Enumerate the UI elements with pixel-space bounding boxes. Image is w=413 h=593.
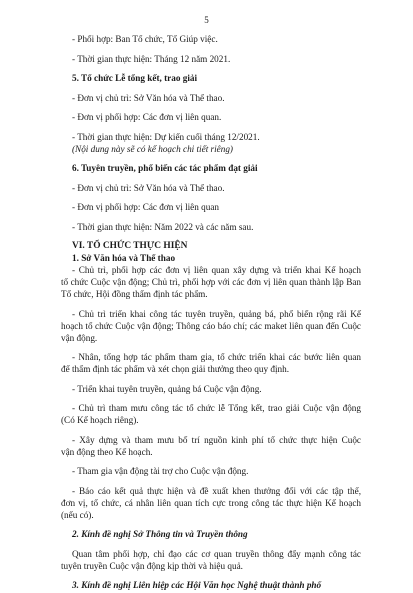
text-line: - Đơn vị chủ trì: Sở Văn hóa và Thể thao. xyxy=(72,182,225,193)
text-line: tuyên truyền Cuộc vận động kịp thời và hiệu quả. xyxy=(61,560,243,571)
text-line: - Thời gian thực hiện: Tháng 12 năm 2021. xyxy=(72,53,231,64)
text-line: hoạch tổ chức Cuộc vận động; Thông cáo báo chí; các maket liên quan đến Cuộc xyxy=(61,320,361,331)
text-line: - Chủ trì triển khai công tác tuyên truyền, quảng bá, phổ biến rộng rãi Kế xyxy=(72,308,361,319)
text-line: vận động. xyxy=(61,332,98,343)
text-line: - Báo cáo kết quả thực hiện và đề xuất khen thưởng đối với các tập thể, xyxy=(72,485,361,496)
text-line: tổ chức Cuộc vận động; Chủ trì, phối hợp với các đơn vị liên quan thành lập Ban xyxy=(61,277,361,287)
text-line: 5. Tổ chức Lễ tổng kết, trao giải xyxy=(72,73,198,83)
text-line: - Chủ trì tham mưu công tác tổ chức lễ Tổng kết, trao giải Cuộc vận động xyxy=(72,403,361,413)
document-body xyxy=(61,33,361,591)
text-line: đơn vị, tổ chức, cá nhân liên quan tích cực trong công tác thực hiện Kế hoạch xyxy=(61,497,361,508)
text-line: 3. Kính đề nghị Liên hiệp các Hội Văn học Nghệ thuật thành phố xyxy=(72,580,322,590)
text-line: - Đơn vị chủ trì: Sở Văn hóa và Thể thao. xyxy=(72,92,225,103)
text-line: Tổ chức, Hội đồng thẩm định tác phẩm. xyxy=(61,289,208,299)
text-line: - Đơn vị phối hợp: Các đơn vị liên quan xyxy=(72,202,220,212)
text-line: - Chủ trì, phối hợp các đơn vị liên quan xây dựng và triển khai Kế hoạch xyxy=(72,265,361,275)
page-number: 5 xyxy=(204,15,209,25)
text-line: - Thời gian thực hiện: Dự kiến cuối tháng 12/2021. xyxy=(72,131,260,142)
text-line: 2. Kính đề nghị Sở Thông tin và Truyền thông xyxy=(72,529,248,539)
text-line: - Nhân, tổng hợp tác phẩm tham gia, tổ chức triển khai các bước liên quan xyxy=(72,352,361,362)
text-line: (nếu có). xyxy=(61,509,94,520)
text-line: - Đơn vị phối hợp: Các đơn vị liên quan. xyxy=(72,112,222,122)
text-line: 6. Tuyên truyền, phổ biến các tác phẩm đạt giải xyxy=(72,163,258,173)
text-line: Quan tâm phối hợp, chỉ đạo các cơ quan truyền thông đẩy mạnh công tác xyxy=(72,548,361,559)
text-line: (Có Kế hoạch riêng). xyxy=(61,415,139,425)
text-line: - Triển khai tuyên truyền, quảng bá Cuộc vận động. xyxy=(72,383,262,394)
text-line: - Tham gia vận động tài trợ cho Cuộc vận động. xyxy=(72,466,249,476)
text-line: - Phối hợp: Ban Tổ chức, Tổ Giúp việc. xyxy=(72,34,218,44)
text-line: (Nội dung này sẽ có kế hoạch chi tiết riêng) xyxy=(72,143,233,154)
text-line: - Xây dựng và tham mưu bố trí nguồn kinh phí tổ chức thực hiện Cuộc xyxy=(72,434,361,445)
text-line: VI. TỔ CHỨC THỰC HIỆN xyxy=(72,241,188,251)
text-line: vận động theo Kế hoạch. xyxy=(61,446,153,457)
text-line: - Thời gian thực hiện: Năm 2022 và các năm sau. xyxy=(72,221,254,232)
text-line: để thẩm định tác phẩm và xét chọn giải thưởng theo quy định. xyxy=(61,364,289,374)
text-line: 1. Sở Văn hóa và Thể thao xyxy=(72,253,176,263)
